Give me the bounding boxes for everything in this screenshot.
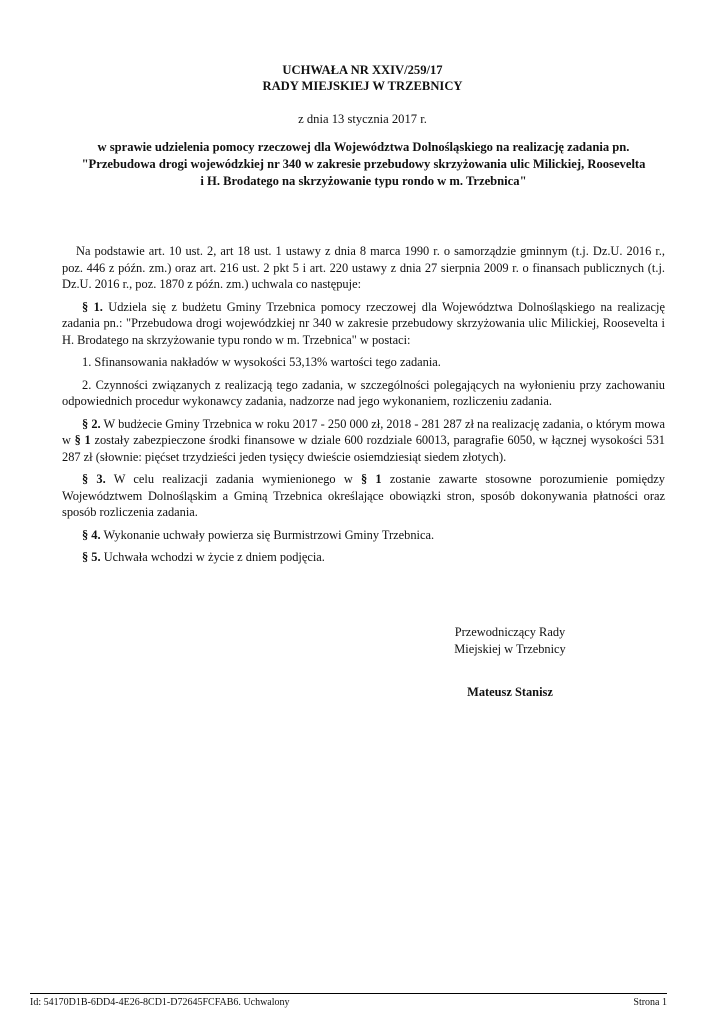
section-4 (62, 527, 665, 544)
page-number: Strona 1 (633, 997, 667, 1008)
resolution-body (62, 243, 665, 572)
list-item-2: 2. Czynności związanych z realizacją tego zadania, w szczególności polegających na wyłonieniu przy zachowaniu odpowiednich procedur wykonawcy zadania, nadzorze nad jego wykonaniem, rozliczeniu zadania. (62, 377, 665, 408)
legal-basis-paragraph: Na podstawie art. 10 ust. 2, art 18 ust. 1 ustawy z dnia 8 marca 1990 r. o samorządzie gminnym (t.j. Dz.U. 2016 r., poz. 446 z późn. zm.) oraz art. 216 ust. 2 pkt 5 i art. 220 ustawy z dnia 27 sierpnia 2009 r. o finansach publicznych (t.j. Dz.U. 2016 r., poz. 1870 z późn. zm.) uchwala co następuje: (62, 244, 665, 291)
section-2 (62, 416, 665, 466)
document-id: Id: 54170D1B-6DD4-4E26-8CD1-D72645FCFAB6. Uchwalony (30, 997, 290, 1008)
section-1-text: Udziela się z budżetu Gminy Trzebnica pomocy rzeczowej dla Województwa Dolnośląskiego na realizację zadania pn.: "Przebudowa drogi wojewódzkiej nr 340 w zakresie przebudowy skrzyżowania ulic Milickiej, Roosevelta i H. Brodatego na skrzyżowanie typu rondo w m. Trzebnica" w postaci: (62, 299, 665, 347)
signature-role-line-1: Przewodniczący Rady (454, 625, 566, 639)
signatory-name: Mateusz Stanisz (467, 685, 553, 699)
section-1 (62, 299, 665, 349)
resolution-subject (62, 139, 665, 190)
section-2-label: § 2. (82, 416, 101, 431)
section-4-text: Wykonanie uchwały powierza się Burmistrzowi Gminy Trzebnica. (100, 527, 435, 542)
section-3-text-a: W celu realizacji zadania wymienionego w (105, 472, 362, 486)
footer-divider (30, 993, 667, 994)
section-2-reference: § 1 (74, 433, 91, 447)
resolution-date: z dnia 13 stycznia 2017 r. (298, 112, 427, 126)
section-2-text-a: W budżecie Gminy Trzebnica w roku 2017 - 250 000 zł, 2018 - 281 287 zł na realizację zadania, o którym mowa w (62, 416, 665, 447)
section-1-label: § 1. (82, 299, 103, 314)
resolution-number: UCHWAŁA NR XXIV/259/17 (282, 63, 443, 77)
section-5-text: Uchwała wchodzi w życie z dniem podjęcia. (100, 550, 325, 564)
signature-role-line-2: Miejskiej w Trzebnicy (454, 641, 566, 656)
subject-line-2: "Przebudowa drogi wojewódzkiej nr 340 w zakresie przebudowy skrzyżowania ulic Milickiej, Roosevelta (81, 157, 646, 171)
list-item-1: 1. Sfinansowania nakładów w wysokości 53,13% wartości tego zadania. (82, 355, 441, 369)
subject-line-1: w sprawie udzielenia pomocy rzeczowej dla Województwa Dolnośląskiego na realizację zadania pn. (97, 140, 630, 154)
section-2-text-b: zostały zabezpieczone środki finansowe w dziale 600 rozdziale 60013, paragrafie 6050, w łącznej wysokości 531 287 zł (słownie: pięćset trzydzieści jeden tysięcy dwieście osiemdziesiąt siedem złotych). (62, 433, 665, 464)
subject-line-3: i H. Brodatego na skrzyżowanie typu rondo w m. Trzebnica" (200, 174, 527, 188)
section-3 (62, 471, 665, 521)
section-5 (62, 549, 665, 566)
section-3-text-b: zostanie zawarte stosowne porozumienie pomiędzy Województwem Dolnośląskim a Gminą Trzebnica określające obowiązki stron, sposób dokonywania płatności oraz sposób rozliczenia zadania. (62, 472, 665, 519)
section-5-label: § 5. (82, 550, 101, 564)
council-name: RADY MIEJSKIEJ W TRZEBNICY (262, 79, 463, 93)
section-3-reference: § 1 (361, 472, 382, 486)
section-3-label: § 3. (82, 472, 106, 486)
signature-role (420, 624, 600, 657)
section-4-label: § 4. (82, 527, 101, 542)
